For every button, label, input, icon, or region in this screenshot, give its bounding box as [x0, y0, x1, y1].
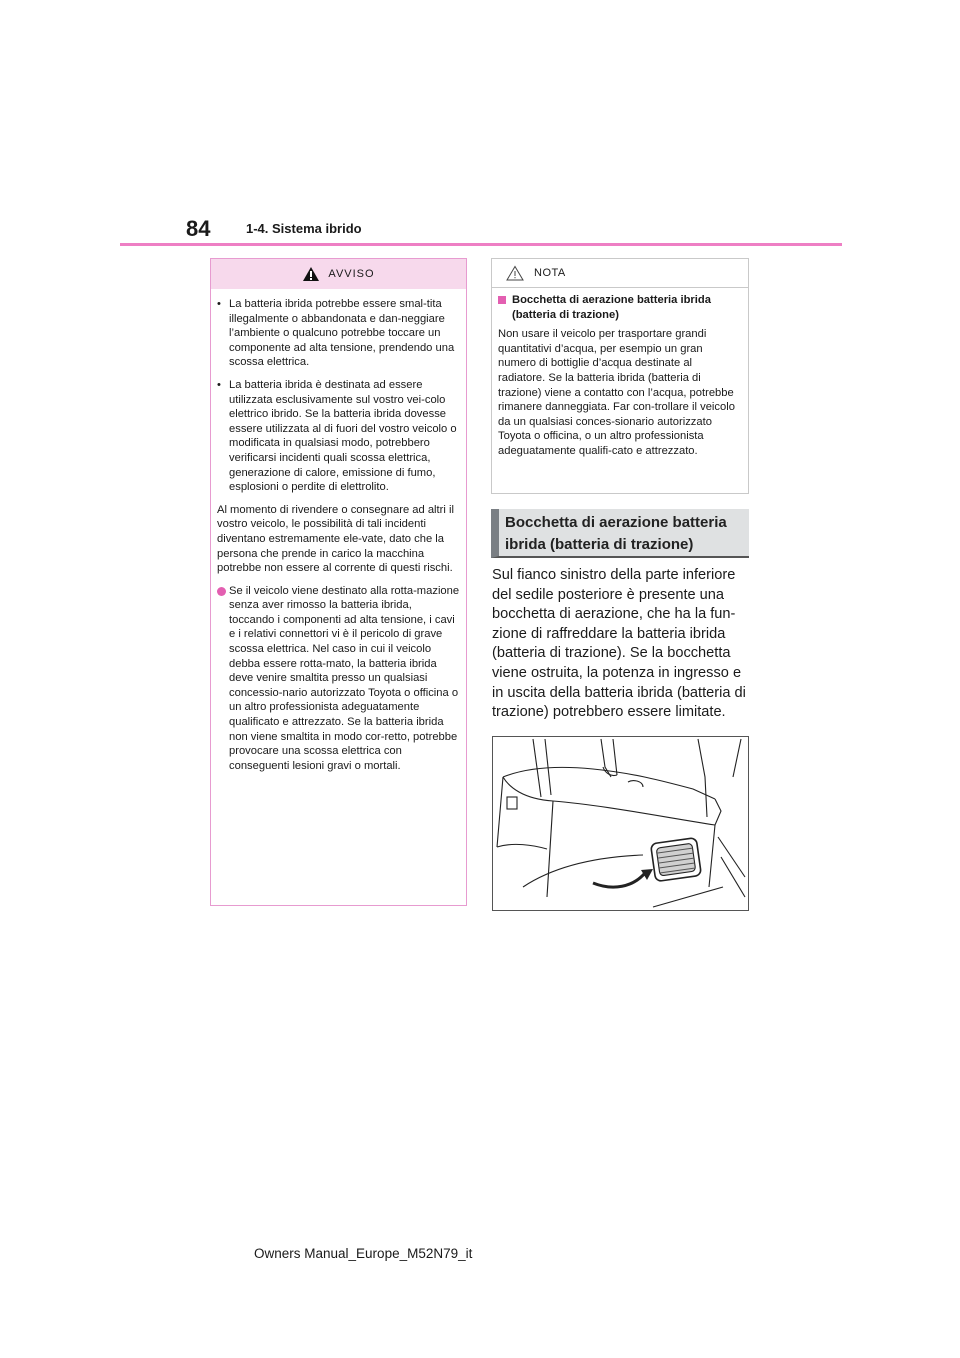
note-header — [492, 259, 748, 288]
warning-bullet: • La batteria ibrida potrebbe essere smal-tita illegalmente o abbandonata e dan-neggiare l’ambiente o qualcuno potrebbe toccare un componente ad alta tensione, prendendo una scossa elettrica. — [217, 297, 460, 370]
warning-box — [210, 258, 467, 906]
footer: Owners Manual_Europe_M52N79_it — [254, 1246, 473, 1261]
caution-outline-icon — [506, 265, 524, 281]
warning-bullet-text: La batteria ibrida è destinata ad essere utilizzata esclusivamente sul vostro vei-colo elettrico ibrido. Se la batteria ibrida dovesse essere utilizzata al di fuori del vostro veicolo o modificata in qualsiasi modo, potrebbero verificarsi incidenti quali scossa elettrica, generazione di calore, emissione di fumo, esplosioni o perdite di elettrolito. — [229, 378, 457, 494]
pink-square-bullet-icon — [498, 296, 506, 304]
section-banner: Bocchetta di aerazione batteria ibrida (batteria di trazione) — [491, 509, 749, 558]
body-text: Sul fianco sinistro della parte inferiore del sedile posteriore è presente una bocchetta di aerazione, che ha la fun-zione di raffreddare la batteria ibrida (batteria di trazione). Se la bocchetta viene ostruita, la potenza in ingresso e in uscita della batteria ibrida (batteria di trazione) potrebbero essere limitate. — [492, 567, 746, 721]
note-subheading-text: Bocchetta di aerazione batteria ibrida (batteria di trazione) — [512, 294, 711, 321]
warning-triangle-icon — [302, 266, 320, 282]
warning-paragraph: Al momento di rivendere o consegnare ad altri il vostro veicolo, le possibilità di tali incidenti diventano estremamente ele-vate, dato che la persona che prende in carico la macchina potrebbe non essere al corrente di questi rischi. — [217, 503, 454, 575]
note-box — [491, 258, 749, 494]
warning-circle-text: Se il veicolo viene destinato alla rotta-mazione senza aver rimosso la batteria ibrida, toccando i componenti ad alta tensione, i cavi e i relativi connettori vi è il pericolo di grave scossa elettrica. Nel caso in cui il veicolo debba essere rotta-mato, la batteria ibrida deve venire smaltita presso un qualsiasi concessio-nario autorizzato Toyota o officina o un altro professionista adeguatamente qualificato e attrezzato. Se la batteria ibrida non viene smaltita in modo cor-retto, potrebbe provocare una scossa elettrica con conseguenti lesioni gravi o mortali. — [229, 584, 460, 772]
header-rule — [120, 243, 842, 246]
pink-circle-bullet-icon — [217, 587, 226, 596]
rear-seat-vent-illustration — [492, 736, 749, 911]
note-subheading — [498, 293, 742, 322]
warning-circle-item — [217, 584, 460, 774]
section-title: 1-4. Sistema ibrido — [246, 221, 362, 236]
warning-bullet-text: La batteria ibrida potrebbe essere smal-tita illegalmente o abbandonata e dan-neggiare l’ambiente o qualcuno potrebbe toccare un componente ad alta tensione, prendendo una scossa elettrica. — [229, 298, 455, 369]
warning-bullet: • La batteria ibrida è destinata ad essere utilizzata esclusivamente sul vostro vei-colo elettrico ibrido. Se la batteria ibrida dovesse essere utilizzata al di fuori del vostro veicolo o modificata in qualsiasi modo, potrebbero verificarsi incidenti quali scossa elettrica, generazione di calore, emissione di fumo, esplosioni o perdite di elettrolito. — [217, 378, 460, 495]
page-number: 84 — [186, 216, 211, 241]
warning-body — [211, 289, 466, 773]
note-body — [492, 288, 748, 459]
warning-title: AVVISO — [328, 268, 375, 280]
note-text: Non usare il veicolo per trasportare grandi quantitativi d’acqua, per esempio un gran numero di bottiglie d’acqua destinate al radiatore. Se la batteria ibrida (batteria di trazione) viene a contatto con l’acqua, potrebbe rimanere danneggiata. Far con-trollare il veicolo da un qualsiasi conces-sionario autorizzato Toyota o officina, o un altro professionista adeguatamente qualifi-cato e attrezzato. — [498, 328, 735, 457]
note-title: NOTA — [534, 267, 566, 279]
warning-header — [211, 259, 466, 289]
